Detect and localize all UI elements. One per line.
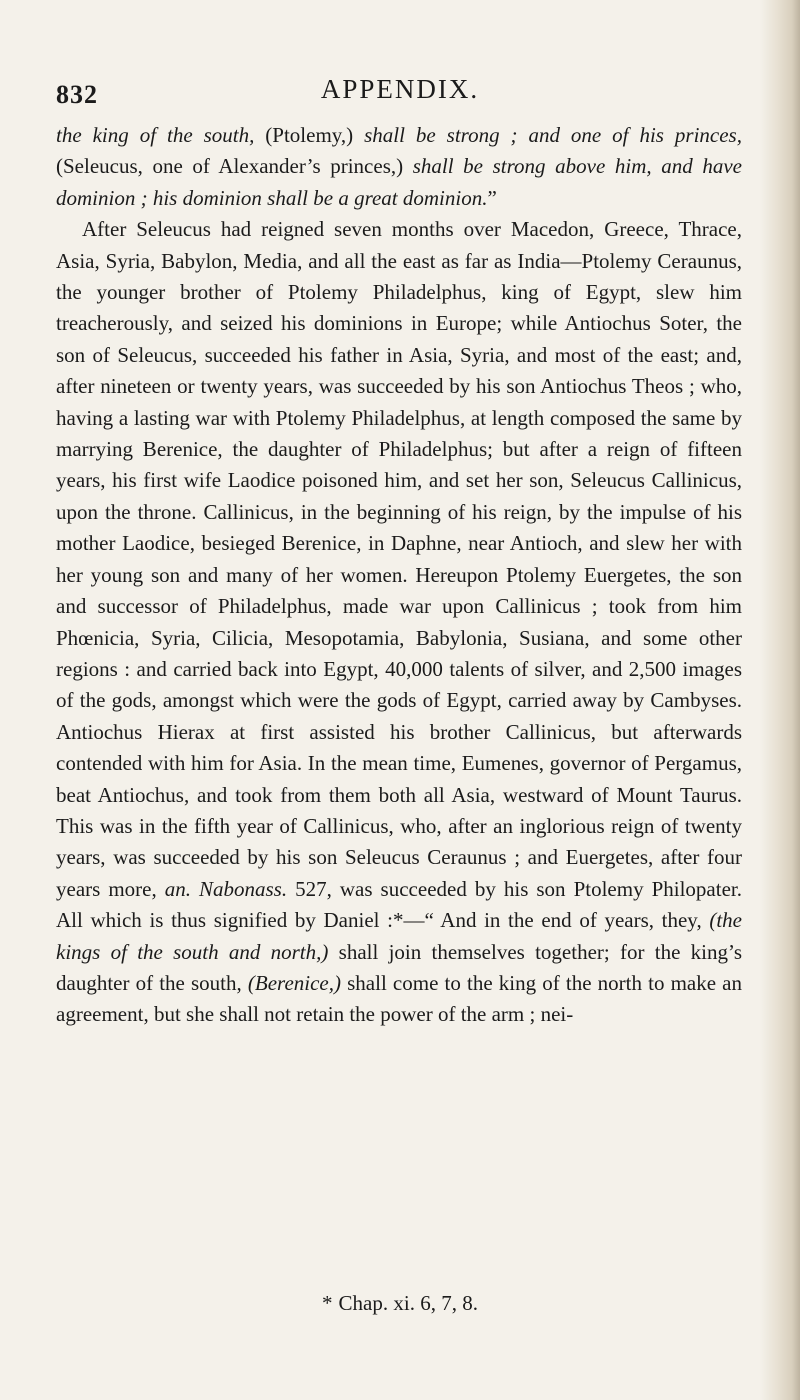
text-roman: ” (487, 185, 497, 210)
text-italic: (the kings of the south and north,) (56, 908, 742, 964)
text-roman: (Seleucus, one of Alexander’s princes,) (56, 154, 413, 179)
text-italic: an. Nabonass. (164, 876, 288, 901)
text-italic: shall be strong ; and one of his princes, (364, 123, 742, 147)
text-roman: 527, was succeeded by his son Ptolemy Philopater. All which is thus signified by Daniel :*—“ And in the end of years, they, (56, 876, 742, 933)
page-number: 832 (56, 80, 98, 109)
main-paragraph (56, 214, 742, 1031)
footnote-text: Chap. xi. 6, 7, 8. (338, 1291, 478, 1315)
footnote-mark: * (322, 1291, 333, 1315)
text-italic: (Berenice,) (247, 970, 341, 995)
text-italic: shall be strong above him, and have dominion ; his dominion shall be a great dominion. (56, 154, 742, 210)
body-text (56, 120, 742, 1031)
running-head: APPENDIX. (320, 74, 480, 104)
text-roman: After Seleucus had reigned seven months over Macedon, Greece, Thrace, Asia, Syria, Babylon, Media, and all the east as far as India—Ptolemy Ceraunus, the younger brother of Ptolemy Philadelphus, king of Egypt, slew him treacherously, and seized his dominions in Europe; while Antiochus Soter, the son of Seleucus, succeeded his father in Asia, Syria, and most of the east; and, after nineteen or twenty years, was succeeded by his son Antiochus Theos ; who, having a lasting war with Ptolemy Philadelphus, at length composed the same by marrying Berenice, the daughter of Philadelphus; but after a reign of fifteen years, his first wife Laodice poisoned him, and set her son, Seleucus Callinicus, upon the throne. Callinicus, in the beginning of his reign, by the impulse of his mother Laodice, besieged Berenice, in Daphne, near Antioch, and slew her with her young son and many of her women. Hereupon Ptolemy Euergetes, the son and successor of Philadelphus, made war upon Callinicus ; took from him Phœnicia, Syria, Cilicia, Mesopotamia, Babylonia, Susiana, and some other regions : and carried back into Egypt, 40,000 talents of silver, and 2,500 images of the gods, amongst which were the gods of Egypt, carried away by Cambyses. Antiochus Hierax at first assisted his brother Callinicus, but afterwards contended with him for Asia. In the mean time, Eumenes, governor of Pergamus, beat Antiochus, and took from them both all Asia, westward of Mount Taurus. This was in the fifth year of Callinicus, who, after an inglorious reign of twenty years, was succeeded by his son Seleucus Ceraunus ; and Euergetes, after four years more, (56, 217, 742, 901)
page-edge-shadow (760, 0, 800, 1400)
text-roman: shall join themselves together; for the king’s daughter of the south, (56, 939, 742, 995)
text-roman: (Ptolemy,) (254, 123, 365, 147)
text-italic: the king of the south, (56, 123, 255, 147)
text-roman: shall come to the king of the north to make an agreement, but she shall not retain the power of the arm ; nei- (56, 970, 742, 1027)
quote-continuation (56, 120, 742, 214)
footnote (0, 1291, 800, 1316)
